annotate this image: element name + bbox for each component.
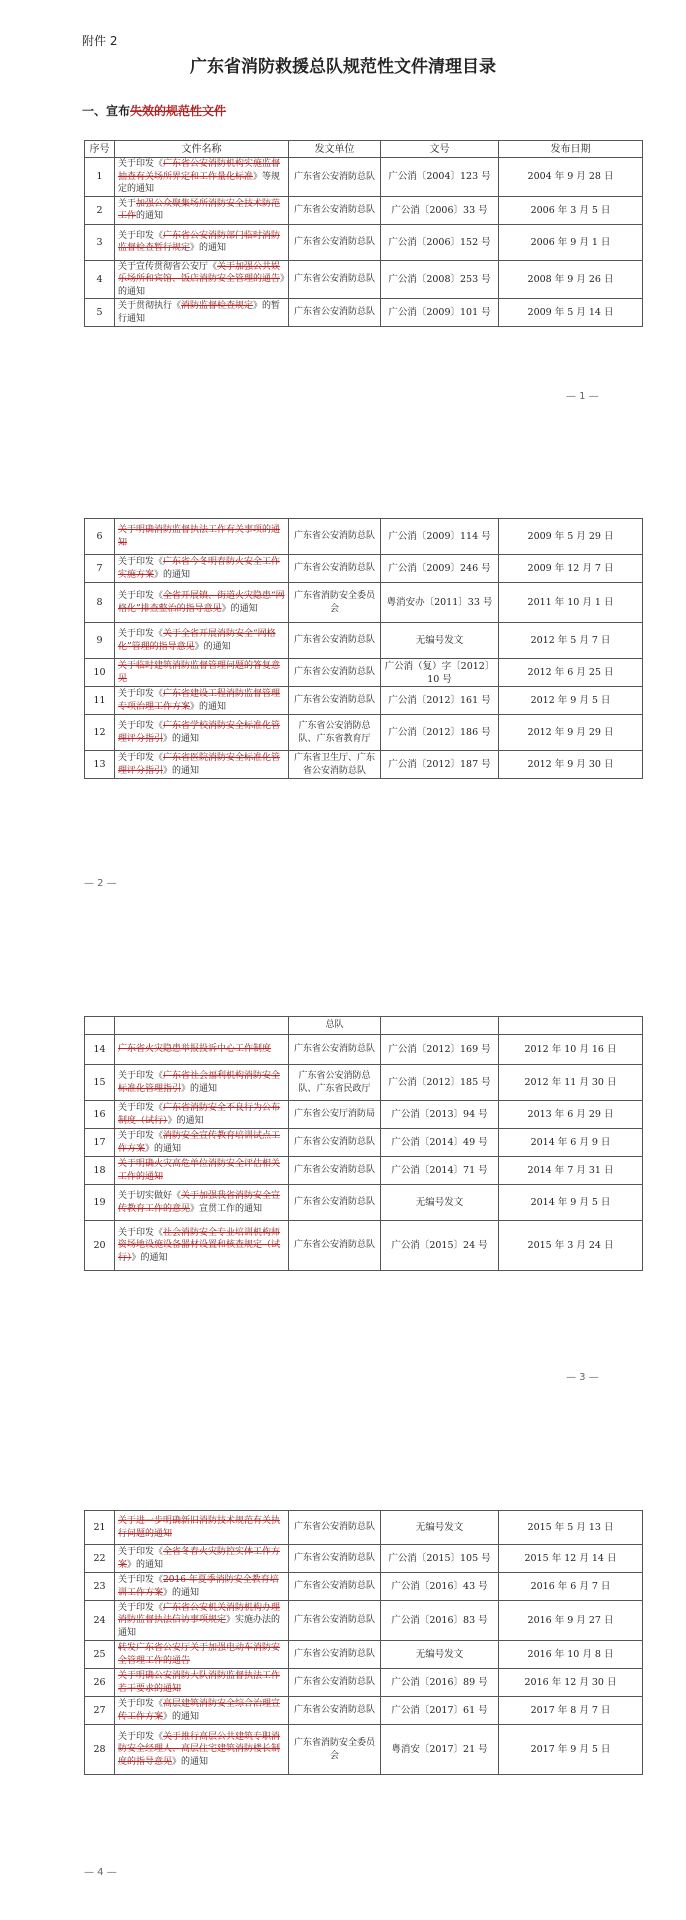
row-doc-number: 广公消〔2004〕123 号 [381,158,499,197]
row-issuer: 广东省消防安全委员会 [289,1725,381,1775]
table-row [85,1601,643,1641]
doc-name-suffix: 》的通知 [190,701,227,712]
table-row [85,1697,643,1725]
row-doc-name [115,583,289,623]
row-date: 2017 年 9 月 5 日 [499,1725,643,1775]
header-unit: 发文单位 [289,141,381,158]
doc-name-suffix: 》的通知 [194,641,231,652]
row-date: 2014 年 7 月 31 日 [499,1157,643,1185]
row-doc-name [115,260,289,299]
doc-name-prefix: 关于印发《 [118,629,164,639]
row-doc-number: 广公消〔2009〕114 号 [381,519,499,555]
header-date: 发布日期 [499,141,643,158]
row-doc-name [115,1035,289,1065]
row-seq: 27 [85,1697,115,1725]
row-doc-number: 广公消〔2014〕71 号 [381,1157,499,1185]
doc-name-prefix: 关于印发《 [118,689,164,699]
doc-name-suffix: 》宣贯工作的通知 [190,1203,263,1214]
row-doc-name [115,623,289,659]
header-seq: 序号 [85,141,115,158]
row-doc-number: 广公消〔2012〕169 号 [381,1035,499,1065]
doc-name-suffix: 》的通知 [163,733,200,744]
row-date: 2016 年 6 月 7 日 [499,1573,643,1601]
header-name: 文件名称 [115,141,289,158]
doc-name-suffix: 的通知 [136,211,164,221]
row-doc-number: 广公消〔2012〕185 号 [381,1065,499,1101]
doc-name-suffix: 》的通知 [167,1115,204,1126]
doc-name-suffix: 》的通知 [163,765,200,776]
row-issuer: 广东省公安消防总队 [289,519,381,555]
row-seq: 6 [85,519,115,555]
doc-name-prefix: 关于切实做好《 [118,1191,182,1201]
row-date: 2012 年 5 月 7 日 [499,623,643,659]
carry-cell [381,1017,499,1035]
row-doc-number: 粤消安〔2017〕21 号 [381,1725,499,1775]
row-doc-number: 广公消〔2016〕43 号 [381,1573,499,1601]
row-date: 2015 年 5 月 13 日 [499,1511,643,1545]
page-number-3: — 3 — [566,1372,599,1383]
row-doc-name [115,1573,289,1601]
row-issuer: 广东省公安消防总队 [289,1697,381,1725]
row-doc-number: 广公消〔2012〕161 号 [381,687,499,715]
doc-name-suffix: 》的通知 [118,274,285,297]
row-seq: 19 [85,1185,115,1221]
row-issuer: 广东省公安消防总队 [289,659,381,687]
row-seq: 3 [85,224,115,260]
doc-name-struck: 全省冬春火灾防控实体工作方案 [118,1547,281,1570]
doc-name-prefix: 关于印发《 [118,1575,164,1585]
doc-name-struck: 加强公众聚集场所消防安全技术防范工作 [118,198,281,221]
row-doc-name [115,1129,289,1157]
table-row [85,687,643,715]
doc-name-prefix: 关于印发《 [118,230,164,241]
row-seq: 15 [85,1065,115,1101]
row-seq: 18 [85,1157,115,1185]
doc-name-suffix: 》的通知 [131,1252,168,1263]
row-doc-name [115,1157,289,1185]
row-date: 2011 年 10 月 1 日 [499,583,643,623]
row-doc-name [115,1185,289,1221]
doc-name-prefix: 关于印发《 [118,1227,164,1238]
document-table-page-1 [84,140,643,327]
doc-name-suffix: 》的通知 [127,1559,164,1570]
doc-name-prefix: 关于宣传贯彻省公安厅《 [118,261,218,272]
row-date: 2004 年 9 月 28 日 [499,158,643,197]
table-row [85,1573,643,1601]
doc-name-suffix: 》的通知 [145,1143,182,1154]
row-issuer: 广东省公安消防总队 [289,1221,381,1271]
table-row-carry [85,1017,643,1035]
doc-name-struck: 广东省公安消防机构实施监督抽查有关场所界定和工作量化标准 [118,159,281,182]
table-row [85,1101,643,1129]
row-date: 2008 年 9 月 26 日 [499,260,643,299]
row-date: 2012 年 9 月 29 日 [499,715,643,751]
row-doc-name [115,659,289,687]
document-table-page-4 [84,1510,643,1775]
row-issuer: 广东省公安消防总队 [289,158,381,197]
doc-name-suffix: 》等规定的通知 [118,171,281,194]
doc-name-prefix: 关于印发《 [118,721,164,731]
row-issuer: 广东省公安消防总队 [289,1669,381,1697]
table-row [85,519,643,555]
row-seq: 22 [85,1545,115,1573]
doc-name-struck: 关于进一步明确新旧消防技术规范有关执行问题的通知 [118,1516,281,1539]
row-issuer: 广东省消防安全委员会 [289,583,381,623]
row-doc-name [115,224,289,260]
row-doc-number: 广公消〔2013〕94 号 [381,1101,499,1129]
table-row [85,158,643,197]
doc-name-struck: 广东省学校消防安全标准化管理评分指引 [118,721,281,744]
doc-name-suffix: 》的通知 [172,1756,209,1767]
doc-name-suffix: 》的通知 [154,569,191,580]
row-doc-name [115,1511,289,1545]
row-issuer: 广东省公安消防总队 [289,1641,381,1669]
table-row [85,260,643,299]
row-seq: 4 [85,260,115,299]
row-seq: 1 [85,158,115,197]
row-date: 2014 年 6 月 9 日 [499,1129,643,1157]
doc-name-prefix: 关于贯彻执行《 [118,301,182,311]
row-seq: 11 [85,687,115,715]
table-row [85,1511,643,1545]
row-date: 2012 年 9 月 30 日 [499,751,643,779]
row-seq: 26 [85,1669,115,1697]
row-doc-number: 粤消安办〔2011〕33 号 [381,583,499,623]
doc-name-struck: 广东省火灾隐患举报投诉中心工作制度 [118,1044,272,1055]
row-date: 2016 年 9 月 27 日 [499,1601,643,1641]
doc-name-suffix: 》的通知 [163,1711,200,1722]
table-row [85,659,643,687]
document-table-page-3 [84,1016,643,1271]
row-seq: 9 [85,623,115,659]
doc-name-struck: 高层建筑消防安全综合治理宣传工作方案 [118,1699,281,1722]
row-issuer: 广东省公安消防总队 [289,687,381,715]
row-date: 2012 年 11 月 30 日 [499,1065,643,1101]
doc-name-struck: 转发广东省公安厅关于加强电动车消防安全管理工作的通告 [118,1643,281,1666]
table-row [85,1129,643,1157]
doc-name-struck: 关于明确公安消防大队消防监督执法工作若干要求的通知 [118,1671,281,1694]
row-issuer: 广东省公安消防总队 [289,224,381,260]
doc-name-struck: 社会消防安全专业培训机构师资场地设施设备器材设置和核查规定（试行） [118,1227,281,1263]
doc-name-struck: 全省开展镇、街道火灾隐患“网格化”排查整治的指导意见 [118,591,285,614]
row-doc-number: 广公消〔2012〕186 号 [381,715,499,751]
row-doc-name [115,1697,289,1725]
row-doc-number: 广公消〔2012〕187 号 [381,751,499,779]
table-row [85,623,643,659]
doc-name-suffix: 》的通知 [163,1587,200,1598]
header-no: 文号 [381,141,499,158]
document-table-page-2 [84,518,643,779]
doc-name-suffix: 》的通知 [190,243,227,253]
row-doc-number: 广公消〔2016〕89 号 [381,1669,499,1697]
row-date: 2006 年 3 月 5 日 [499,196,643,224]
doc-name-prefix: 关于印发《 [118,159,164,169]
row-issuer: 广东省公安消防总队、广东省民政厅 [289,1065,381,1101]
table-row [85,1641,643,1669]
attachment-label: 附件 2 [82,34,118,48]
row-doc-name [115,519,289,555]
row-doc-name [115,196,289,224]
table-row [85,299,643,327]
row-doc-name [115,1065,289,1101]
row-doc-name [115,555,289,583]
row-issuer: 广东省公安消防总队 [289,555,381,583]
doc-name-struck: 关于全省开展消防安全“网格化”管理的指导意见 [118,629,276,652]
row-doc-number: 广公消〔2006〕152 号 [381,224,499,260]
row-doc-name [115,715,289,751]
row-issuer: 广东省公安消防总队 [289,1129,381,1157]
row-seq: 13 [85,751,115,779]
row-date: 2017 年 8 月 7 日 [499,1697,643,1725]
doc-name-prefix: 关于印发《 [118,1602,164,1613]
table-row [85,196,643,224]
doc-name-struck: 广东省今冬明春防火安全工作实施方案 [118,557,281,580]
doc-name-struck: 广东省消防安全不良行为公布制度（试行） [118,1103,281,1126]
row-seq: 24 [85,1601,115,1641]
page-number-4: — 4 — [84,1867,117,1878]
row-doc-number: 无编号发文 [381,1641,499,1669]
table-row [85,1065,643,1101]
row-seq: 2 [85,196,115,224]
row-doc-name [115,751,289,779]
row-issuer: 广东省公安消防总队 [289,299,381,327]
table-row [85,1725,643,1775]
page-number-1: — 1 — [566,391,599,402]
row-issuer: 广东省公安消防总队 [289,1157,381,1185]
table-row [85,583,643,623]
row-date: 2009 年 5 月 29 日 [499,519,643,555]
doc-name-suffix: 》的通知 [221,603,258,614]
table-header-row [85,141,643,158]
row-doc-name [115,1725,289,1775]
doc-name-struck: 关于加强我省消防安全宣传教育工作的意见 [118,1191,281,1214]
doc-name-struck: 关于临时建筑消防监督管理问题的答复意见 [118,661,281,684]
doc-name-prefix: 关于 [118,198,137,209]
row-date: 2016 年 10 月 8 日 [499,1641,643,1669]
doc-name-struck: 关于明确火灾高危单位消防安全评估相关工作的通知 [118,1159,281,1182]
doc-name-struck: 广东省公安消防部门临时消防监督检查暂行规定 [118,230,281,253]
row-seq: 8 [85,583,115,623]
row-date: 2012 年 9 月 5 日 [499,687,643,715]
table-row [85,1185,643,1221]
table-row [85,751,643,779]
row-seq: 16 [85,1101,115,1129]
row-seq: 20 [85,1221,115,1271]
doc-name-prefix: 关于印发《 [118,1699,164,1709]
carry-cell: 总队 [289,1017,381,1035]
row-doc-name [115,1545,289,1573]
row-seq: 12 [85,715,115,751]
row-date: 2012 年 6 月 25 日 [499,659,643,687]
row-doc-name [115,1669,289,1697]
row-issuer: 广东省公安消防总队 [289,260,381,299]
row-seq: 7 [85,555,115,583]
section-heading [82,102,226,119]
row-doc-number: 广公消〔2009〕246 号 [381,555,499,583]
doc-name-struck: 广东省建设工程消防监督管理专项治理工作方案 [118,689,281,712]
page-title: 广东省消防救援总队规范性文件清理目录 [190,57,496,77]
doc-name-struck: 关于加强公共娱乐场所和宾馆、饭店消防安全管理的通告 [118,261,281,284]
row-doc-number: 无编号发文 [381,1511,499,1545]
row-issuer: 广东省卫生厅、广东省公安消防总队 [289,751,381,779]
row-issuer: 广东省公安消防总队 [289,623,381,659]
row-doc-number: 广公消（复）字〔2012〕10 号 [381,659,499,687]
row-seq: 14 [85,1035,115,1065]
table-row [85,1669,643,1697]
table-row [85,1157,643,1185]
doc-name-struck: 消防安全宣传教育培训试点工作方案 [118,1131,281,1154]
row-doc-number: 广公消〔2015〕24 号 [381,1221,499,1271]
row-issuer: 广东省公安消防总队 [289,1185,381,1221]
table-row [85,1035,643,1065]
doc-name-struck: 关于明确消防监督执法工作有关事项的通知 [118,525,281,548]
row-doc-name [115,1101,289,1129]
table-row [85,715,643,751]
row-doc-name [115,687,289,715]
table-row [85,1221,643,1271]
row-doc-name [115,1641,289,1669]
section-struck-text: 失效的规范性文件 [130,104,227,118]
page-number-2: — 2 — [84,878,117,889]
row-doc-number: 广公消〔2016〕83 号 [381,1601,499,1641]
doc-name-struck: 广东省医院消防安全标准化管理评分指引 [118,753,281,776]
row-doc-number: 广公消〔2017〕61 号 [381,1697,499,1725]
row-seq: 10 [85,659,115,687]
doc-name-suffix: 》的暂行通知 [118,301,281,324]
row-seq: 17 [85,1129,115,1157]
doc-name-prefix: 关于印发《 [118,557,164,567]
row-issuer: 广东省公安厅消防局 [289,1101,381,1129]
row-date: 2016 年 12 月 30 日 [499,1669,643,1697]
doc-name-prefix: 关于印发《 [118,1103,164,1113]
row-issuer: 广东省公安消防总队 [289,1573,381,1601]
doc-name-struck: 2016 年夏季消防安全教育培训工作方案 [118,1575,279,1598]
row-issuer: 广东省公安消防总队 [289,1545,381,1573]
table-row [85,224,643,260]
row-date: 2009 年 5 月 14 日 [499,299,643,327]
table-row [85,555,643,583]
row-seq: 5 [85,299,115,327]
row-doc-name [115,158,289,197]
row-date: 2015 年 12 月 14 日 [499,1545,643,1573]
carry-cell [499,1017,643,1035]
row-issuer: 广东省公安消防总队、广东省教育厅 [289,715,381,751]
row-issuer: 广东省公安消防总队 [289,196,381,224]
row-issuer: 广东省公安消防总队 [289,1035,381,1065]
row-doc-number: 广公消〔2015〕105 号 [381,1545,499,1573]
row-seq: 25 [85,1641,115,1669]
row-doc-number: 广公消〔2008〕253 号 [381,260,499,299]
row-doc-number: 广公消〔2006〕33 号 [381,196,499,224]
row-seq: 23 [85,1573,115,1601]
row-seq: 21 [85,1511,115,1545]
doc-name-struck: 广东省社会福利机构消防安全标准化管理指引 [118,1071,281,1094]
row-issuer: 广东省公安消防总队 [289,1601,381,1641]
doc-name-prefix: 关于印发《 [118,1071,164,1081]
row-doc-number: 广公消〔2014〕49 号 [381,1129,499,1157]
row-date: 2006 年 9 月 1 日 [499,224,643,260]
doc-name-struck: 消防监督检查规定 [181,301,254,311]
doc-name-suffix: 》的通知 [181,1083,218,1094]
doc-name-prefix: 关于印发《 [118,1731,164,1742]
doc-name-suffix: 》实施办法的通知 [118,1615,281,1638]
table-row [85,1545,643,1573]
row-doc-number: 广公消〔2009〕101 号 [381,299,499,327]
row-date: 2009 年 12 月 7 日 [499,555,643,583]
row-seq: 28 [85,1725,115,1775]
row-date: 2013 年 6 月 29 日 [499,1101,643,1129]
row-doc-name [115,1601,289,1641]
doc-name-prefix: 关于印发《 [118,1547,164,1557]
carry-cell [115,1017,289,1035]
row-doc-name [115,1221,289,1271]
row-date: 2012 年 10 月 16 日 [499,1035,643,1065]
doc-name-struck: 广东省公安机关消防机构办理消防监督执法信访事项规定 [118,1602,281,1626]
row-doc-number: 无编号发文 [381,1185,499,1221]
doc-name-prefix: 关于印发《 [118,753,164,763]
row-date: 2014 年 9 月 5 日 [499,1185,643,1221]
carry-cell [85,1017,115,1035]
doc-name-struck: 关于推行高层公共建筑专职消防安全经理人、高层住宅建筑消防楼长制度的指导意见 [118,1731,281,1767]
row-date: 2015 年 3 月 24 日 [499,1221,643,1271]
doc-name-prefix: 关于印发《 [118,591,164,601]
row-issuer: 广东省公安消防总队 [289,1511,381,1545]
section-prefix: 一、宣布 [82,104,131,118]
doc-name-prefix: 关于印发《 [118,1131,164,1141]
row-doc-name [115,299,289,327]
row-doc-number: 无编号发文 [381,623,499,659]
